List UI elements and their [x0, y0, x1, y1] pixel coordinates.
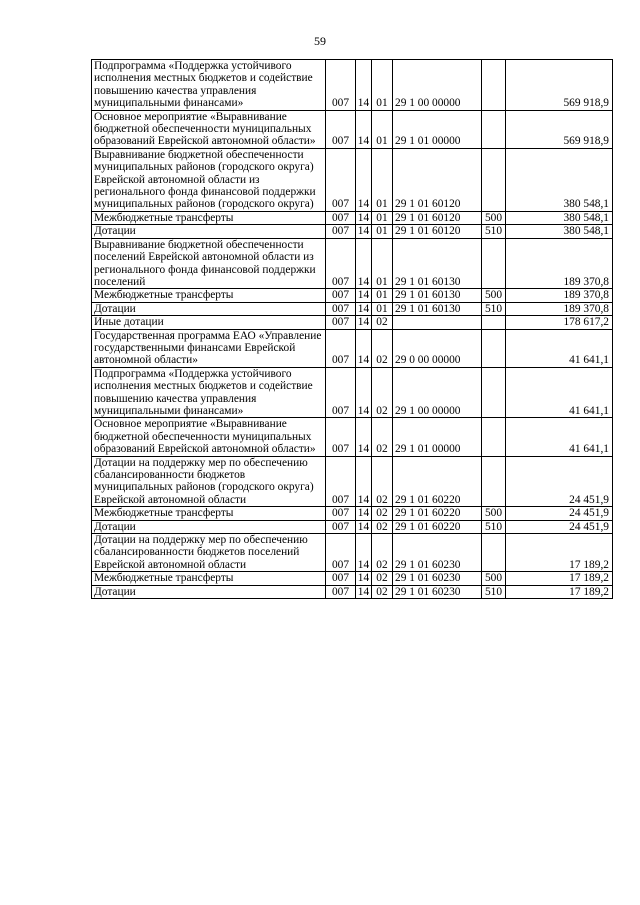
table-row — [92, 456, 613, 507]
expense-type-code — [482, 238, 506, 289]
ministry-code: 007 — [326, 367, 356, 418]
target-article-code: 29 1 01 60120 — [393, 225, 482, 238]
section-code: 14 — [356, 289, 372, 302]
target-article-code: 29 1 01 60220 — [393, 520, 482, 533]
section-code: 14 — [356, 585, 372, 598]
ministry-code: 007 — [326, 507, 356, 520]
table-row — [92, 289, 613, 302]
table-row — [92, 110, 613, 148]
table-row — [92, 316, 613, 329]
target-article-code: 29 1 00 00000 — [393, 367, 482, 418]
target-article-code: 29 1 01 60130 — [393, 238, 482, 289]
table-row — [92, 367, 613, 418]
item-name: Межбюджетные трансферты — [92, 289, 326, 302]
item-name: Основное мероприятие «Выравнивание бюджетной обеспеченности муниципальных образований Еврейской автономной области» — [92, 110, 326, 148]
target-article-code: 29 1 01 60230 — [393, 585, 482, 598]
amount: 380 548,1 — [506, 148, 613, 211]
ministry-code: 007 — [326, 329, 356, 367]
amount: 17 189,2 — [506, 585, 613, 598]
amount: 380 548,1 — [506, 211, 613, 224]
amount: 41 641,1 — [506, 418, 613, 456]
ministry-code: 007 — [326, 316, 356, 329]
table-row — [92, 585, 613, 598]
subsection-code: 02 — [372, 456, 393, 507]
expense-type-code — [482, 110, 506, 148]
amount: 189 370,8 — [506, 238, 613, 289]
expense-type-code: 510 — [482, 302, 506, 315]
subsection-code: 01 — [372, 238, 393, 289]
section-code: 14 — [356, 238, 372, 289]
ministry-code: 007 — [326, 418, 356, 456]
section-code: 14 — [356, 211, 372, 224]
item-name: Государственная программа ЕАО «Управление государственными финансами Еврейской автономной области» — [92, 329, 326, 367]
section-code: 14 — [356, 534, 372, 572]
expense-type-code — [482, 534, 506, 572]
section-code: 14 — [356, 520, 372, 533]
table-row — [92, 418, 613, 456]
expense-type-code — [482, 60, 506, 111]
subsection-code: 02 — [372, 316, 393, 329]
amount: 41 641,1 — [506, 329, 613, 367]
section-code: 14 — [356, 148, 372, 211]
item-name: Дотации — [92, 302, 326, 315]
subsection-code: 02 — [372, 572, 393, 585]
amount: 41 641,1 — [506, 367, 613, 418]
ministry-code: 007 — [326, 572, 356, 585]
table-row — [92, 507, 613, 520]
amount: 189 370,8 — [506, 289, 613, 302]
amount: 380 548,1 — [506, 225, 613, 238]
item-name: Дотации — [92, 520, 326, 533]
subsection-code: 01 — [372, 225, 393, 238]
item-name: Иные дотации — [92, 316, 326, 329]
expense-type-code — [482, 316, 506, 329]
target-article-code: 29 1 01 60230 — [393, 572, 482, 585]
amount: 24 451,9 — [506, 456, 613, 507]
expense-type-code — [482, 418, 506, 456]
ministry-code: 007 — [326, 225, 356, 238]
subsection-code: 01 — [372, 110, 393, 148]
amount: 569 918,9 — [506, 110, 613, 148]
ministry-code: 007 — [326, 211, 356, 224]
ministry-code: 007 — [326, 534, 356, 572]
expense-type-code — [482, 367, 506, 418]
subsection-code: 01 — [372, 302, 393, 315]
item-name: Выравнивание бюджетной обеспеченности муниципальных районов (городского округа) Еврейской автономной области из регионального фонда финансовой поддержки муниципальных районов (городского округа) — [92, 148, 326, 211]
amount: 24 451,9 — [506, 520, 613, 533]
item-name: Подпрограмма «Поддержка устойчивого исполнения местных бюджетов и содействие повышению качества управления муниципальными финансами» — [92, 60, 326, 111]
amount: 24 451,9 — [506, 507, 613, 520]
expense-type-code: 510 — [482, 520, 506, 533]
item-name: Межбюджетные трансферты — [92, 507, 326, 520]
expense-type-code — [482, 148, 506, 211]
section-code: 14 — [356, 302, 372, 315]
expense-type-code: 500 — [482, 507, 506, 520]
amount: 569 918,9 — [506, 60, 613, 111]
subsection-code: 01 — [372, 148, 393, 211]
amount: 17 189,2 — [506, 534, 613, 572]
amount: 178 617,2 — [506, 316, 613, 329]
expense-type-code: 500 — [482, 572, 506, 585]
ministry-code: 007 — [326, 520, 356, 533]
item-name: Выравнивание бюджетной обеспеченности поселений Еврейской автономной области из регионального фонда финансовой поддержки поселений — [92, 238, 326, 289]
target-article-code: 29 1 01 60130 — [393, 302, 482, 315]
section-code: 14 — [356, 507, 372, 520]
ministry-code: 007 — [326, 238, 356, 289]
subsection-code: 02 — [372, 534, 393, 572]
table-row — [92, 302, 613, 315]
subsection-code: 02 — [372, 329, 393, 367]
ministry-code: 007 — [326, 456, 356, 507]
target-article-code: 29 1 01 60220 — [393, 456, 482, 507]
amount: 189 370,8 — [506, 302, 613, 315]
ministry-code: 007 — [326, 110, 356, 148]
item-name: Межбюджетные трансферты — [92, 211, 326, 224]
target-article-code: 29 1 01 60220 — [393, 507, 482, 520]
table-row — [92, 225, 613, 238]
expense-type-code — [482, 456, 506, 507]
target-article-code: 29 1 01 60120 — [393, 211, 482, 224]
item-name: Основное мероприятие «Выравнивание бюджетной обеспеченности муниципальных образований Еврейской автономной области» — [92, 418, 326, 456]
subsection-code: 01 — [372, 289, 393, 302]
target-article-code: 29 1 01 00000 — [393, 418, 482, 456]
target-article-code: 29 1 01 60130 — [393, 289, 482, 302]
target-article-code: 29 0 00 00000 — [393, 329, 482, 367]
section-code: 14 — [356, 60, 372, 111]
target-article-code — [393, 316, 482, 329]
target-article-code: 29 1 01 00000 — [393, 110, 482, 148]
table-row — [92, 60, 613, 111]
ministry-code: 007 — [326, 60, 356, 111]
table-row — [92, 238, 613, 289]
subsection-code: 01 — [372, 211, 393, 224]
expense-type-code: 500 — [482, 289, 506, 302]
target-article-code: 29 1 01 60230 — [393, 534, 482, 572]
section-code: 14 — [356, 572, 372, 585]
section-code: 14 — [356, 110, 372, 148]
table-row — [92, 211, 613, 224]
item-name: Межбюджетные трансферты — [92, 572, 326, 585]
target-article-code: 29 1 01 60120 — [393, 148, 482, 211]
table-row — [92, 534, 613, 572]
ministry-code: 007 — [326, 148, 356, 211]
amount: 17 189,2 — [506, 572, 613, 585]
subsection-code: 01 — [372, 60, 393, 111]
section-code: 14 — [356, 367, 372, 418]
section-code: 14 — [356, 418, 372, 456]
section-code: 14 — [356, 316, 372, 329]
section-code: 14 — [356, 329, 372, 367]
table-row — [92, 572, 613, 585]
expense-type-code: 510 — [482, 225, 506, 238]
item-name: Дотации на поддержку мер по обеспечению сбалансированности бюджетов муниципальных районов (городского округа) Еврейской автономной области — [92, 456, 326, 507]
item-name: Дотации — [92, 225, 326, 238]
page-number: 59 — [314, 34, 326, 48]
item-name: Дотации на поддержку мер по обеспечению сбалансированности бюджетов поселений Еврейской автономной области — [92, 534, 326, 572]
target-article-code: 29 1 00 00000 — [393, 60, 482, 111]
budget-table-body — [92, 60, 613, 599]
expense-type-code: 510 — [482, 585, 506, 598]
budget-table — [91, 59, 613, 599]
subsection-code: 02 — [372, 585, 393, 598]
ministry-code: 007 — [326, 302, 356, 315]
expense-type-code: 500 — [482, 211, 506, 224]
section-code: 14 — [356, 225, 372, 238]
expense-type-code — [482, 329, 506, 367]
section-code: 14 — [356, 456, 372, 507]
table-row — [92, 148, 613, 211]
table-row — [92, 520, 613, 533]
subsection-code: 02 — [372, 507, 393, 520]
subsection-code: 02 — [372, 520, 393, 533]
item-name: Дотации — [92, 585, 326, 598]
table-row — [92, 329, 613, 367]
subsection-code: 02 — [372, 418, 393, 456]
ministry-code: 007 — [326, 585, 356, 598]
subsection-code: 02 — [372, 367, 393, 418]
item-name: Подпрограмма «Поддержка устойчивого исполнения местных бюджетов и содействие повышению качества управления муниципальными финансами» — [92, 367, 326, 418]
ministry-code: 007 — [326, 289, 356, 302]
